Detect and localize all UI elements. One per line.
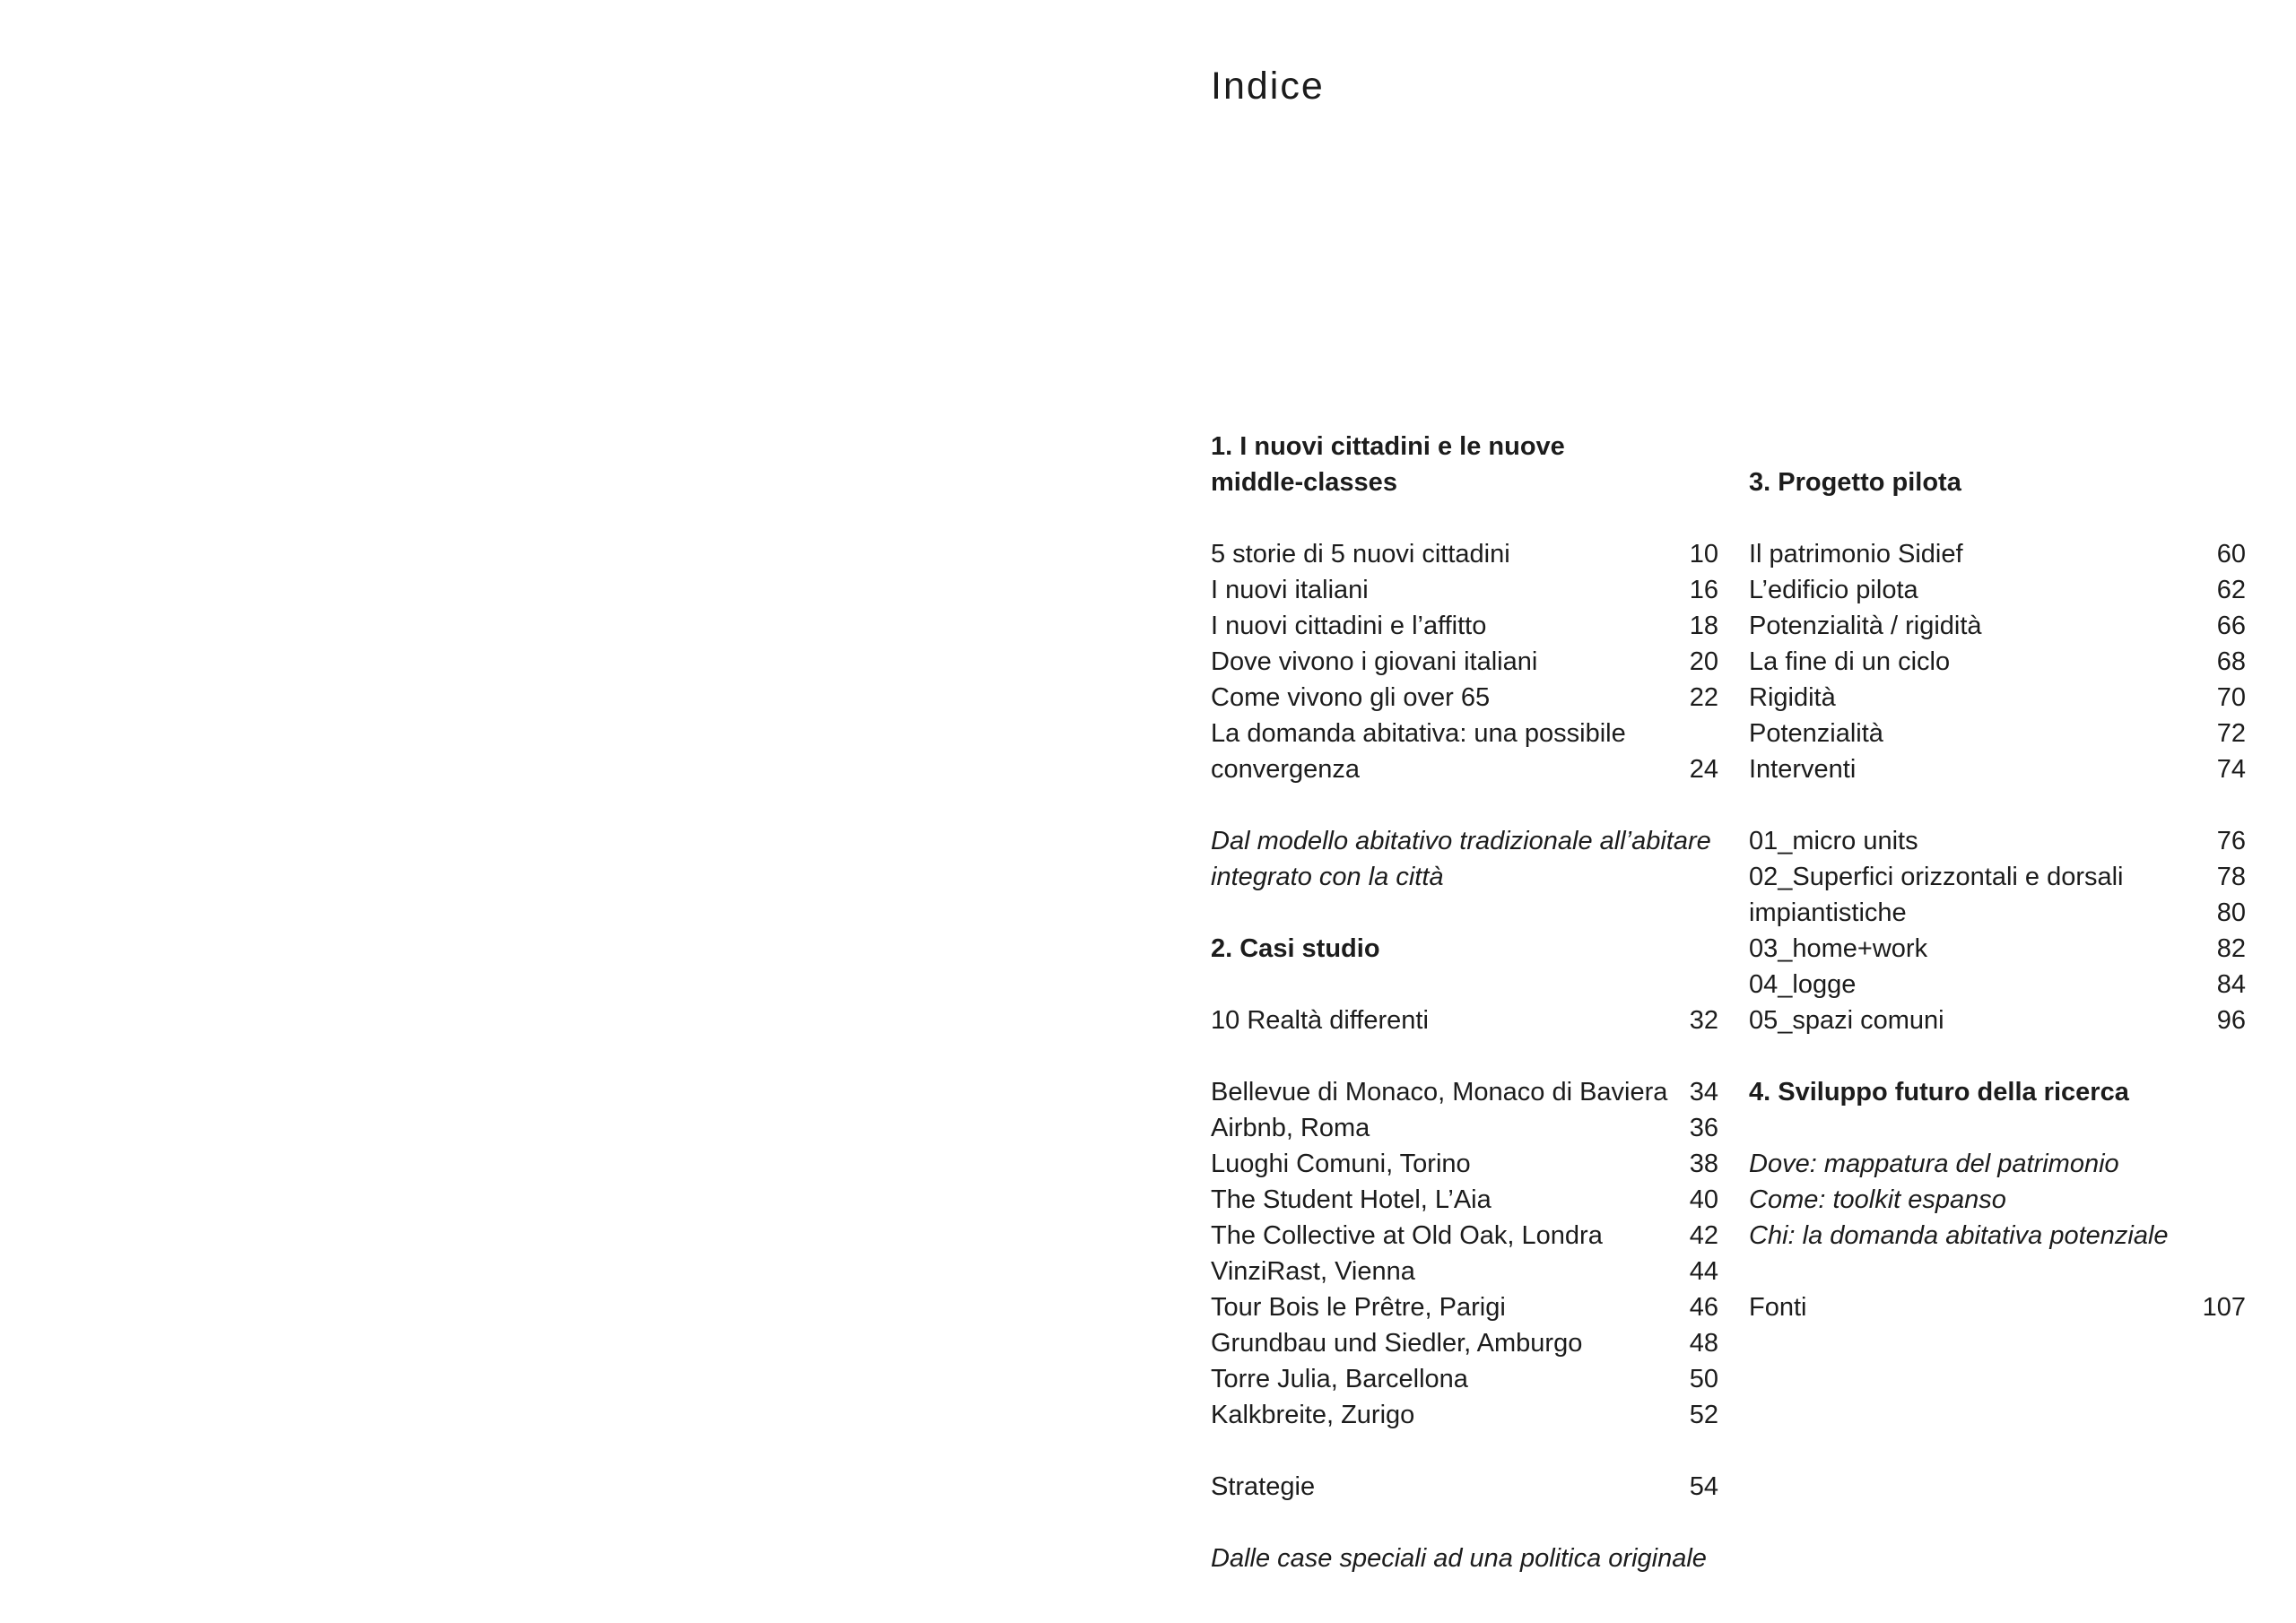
toc-entry-page: 44 bbox=[1689, 1257, 1718, 1286]
toc-entry[interactable] bbox=[1211, 1397, 1718, 1433]
toc-entry-page: 107 bbox=[2202, 1293, 2246, 1322]
toc-entry-label: Grundbau und Siedler, Amburgo bbox=[1211, 1329, 1583, 1358]
toc-entry-page: 18 bbox=[1689, 612, 1718, 640]
toc-entry-page: 32 bbox=[1689, 1006, 1718, 1035]
toc-entry-label: 10 Realtà differenti bbox=[1211, 1006, 1429, 1035]
toc-entry-label: Potenzialità bbox=[1749, 719, 1883, 748]
toc-entry-page: 72 bbox=[2216, 719, 2246, 748]
toc-entry[interactable] bbox=[1749, 572, 2246, 608]
toc-subtitle-line: Dove: mappatura del patrimonio bbox=[1749, 1150, 2119, 1178]
toc-entry-label: Dove vivono i giovani italiani bbox=[1211, 647, 1538, 676]
toc-subtitle bbox=[1749, 1182, 2246, 1218]
toc-left-column bbox=[1211, 429, 1718, 1576]
toc-entry-page: 36 bbox=[1689, 1114, 1718, 1142]
section-1-heading-line: 1. I nuovi cittadini e le nuove bbox=[1211, 432, 1565, 461]
toc-entry[interactable] bbox=[1749, 644, 2246, 680]
toc-entry-label: 03_home+work bbox=[1749, 934, 1928, 963]
toc-entry-page: 16 bbox=[1689, 576, 1718, 604]
toc-entry-page: 68 bbox=[2216, 647, 2246, 676]
toc-entry[interactable] bbox=[1211, 1146, 1718, 1182]
toc-entry[interactable] bbox=[1211, 1110, 1718, 1146]
toc-entry-label: La fine di un ciclo bbox=[1749, 647, 1951, 676]
toc-entry-label: Kalkbreite, Zurigo bbox=[1211, 1401, 1415, 1429]
toc-entry[interactable] bbox=[1749, 751, 2246, 787]
toc-entry-label: La domanda abitativa: una possibile bbox=[1211, 719, 1626, 748]
toc-entry[interactable] bbox=[1749, 1289, 2246, 1325]
toc-entry-label: L’edificio pilota bbox=[1749, 576, 1918, 604]
toc-entry[interactable] bbox=[1211, 1182, 1718, 1218]
toc-entry-label: The Collective at Old Oak, Londra bbox=[1211, 1221, 1603, 1250]
toc-entry-page: 20 bbox=[1689, 647, 1718, 676]
toc-entry-label: Il patrimonio Sidief bbox=[1749, 540, 1963, 568]
toc-entry-page: 80 bbox=[2216, 898, 2246, 927]
toc-entry-page: 62 bbox=[2216, 576, 2246, 604]
toc-entry[interactable] bbox=[1211, 536, 1718, 572]
toc-entry-label: impiantistiche bbox=[1749, 898, 1907, 927]
toc-entry-label: 02_Superfici orizzontali e dorsali bbox=[1749, 863, 2124, 891]
toc-entry-label: The Student Hotel, L’Aia bbox=[1211, 1185, 1492, 1214]
toc-entry-multiline-start[interactable] bbox=[1211, 716, 1718, 751]
toc-entry-label: Luoghi Comuni, Torino bbox=[1211, 1150, 1471, 1178]
toc-entry-label: VinziRast, Vienna bbox=[1211, 1257, 1415, 1286]
toc-subtitle bbox=[1749, 1146, 2246, 1182]
toc-entry-label: 04_logge bbox=[1749, 970, 1857, 999]
toc-entry-page: 34 bbox=[1689, 1078, 1718, 1107]
toc-entry-label: 5 storie di 5 nuovi cittadini bbox=[1211, 540, 1510, 568]
toc-subtitle-line: Dalle case speciali ad una politica originale bbox=[1211, 1544, 1707, 1573]
toc-subtitle-line: integrato con la città bbox=[1211, 863, 1444, 891]
toc-entry-page: 84 bbox=[2216, 970, 2246, 999]
toc-entry-label: I nuovi italiani bbox=[1211, 576, 1369, 604]
toc-entry[interactable] bbox=[1211, 1074, 1718, 1110]
toc-subtitle bbox=[1211, 859, 1718, 895]
toc-entry-page: 42 bbox=[1689, 1221, 1718, 1250]
toc-subtitle bbox=[1749, 1218, 2246, 1254]
section-1-heading[interactable] bbox=[1211, 429, 1718, 500]
toc-entry[interactable] bbox=[1211, 572, 1718, 608]
toc-entry[interactable] bbox=[1211, 1469, 1718, 1505]
toc-entry[interactable] bbox=[1211, 680, 1718, 716]
toc-entry-label: Potenzialità / rigidità bbox=[1749, 612, 1982, 640]
toc-entry-page: 78 bbox=[2216, 863, 2246, 891]
toc-subtitle-line: Dal modello abitativo tradizionale all’abitare bbox=[1211, 827, 1711, 855]
toc-entry-page: 50 bbox=[1689, 1365, 1718, 1393]
toc-subtitle bbox=[1211, 1541, 1718, 1576]
toc-entry-label: Airbnb, Roma bbox=[1211, 1114, 1370, 1142]
toc-entry-label: I nuovi cittadini e l’affitto bbox=[1211, 612, 1487, 640]
toc-entry-label: Torre Julia, Barcellona bbox=[1211, 1365, 1468, 1393]
toc-entry-page: 76 bbox=[2216, 827, 2246, 855]
toc-entry-label: Come vivono gli over 65 bbox=[1211, 683, 1491, 712]
toc-entry[interactable] bbox=[1211, 1361, 1718, 1397]
toc-entry-page: 22 bbox=[1689, 683, 1718, 712]
toc-entry-label: Fonti bbox=[1749, 1293, 1807, 1322]
toc-entry-page: 66 bbox=[2216, 612, 2246, 640]
toc-entry-page: 46 bbox=[1689, 1293, 1718, 1322]
page-title: Indice bbox=[1211, 65, 1325, 108]
toc-entry[interactable] bbox=[1211, 1289, 1718, 1325]
toc-entry[interactable] bbox=[1749, 680, 2246, 716]
toc-entry-label: Tour Bois le Prêtre, Parigi bbox=[1211, 1293, 1506, 1322]
toc-entry-page: 24 bbox=[1689, 755, 1718, 784]
toc-entry-page: 60 bbox=[2216, 540, 2246, 568]
toc-entry[interactable] bbox=[1211, 608, 1718, 644]
toc-entry[interactable] bbox=[1211, 1218, 1718, 1254]
toc-entry-label: Interventi bbox=[1749, 755, 1857, 784]
toc-entry-label: convergenza bbox=[1211, 755, 1361, 784]
toc-entry[interactable] bbox=[1749, 1002, 2246, 1038]
toc-entry[interactable] bbox=[1749, 859, 2246, 895]
toc-entry-page: 74 bbox=[2216, 755, 2246, 784]
toc-entry[interactable] bbox=[1749, 823, 2246, 859]
toc-entry-page: 10 bbox=[1689, 540, 1718, 568]
toc-subtitle-line: Chi: la domanda abitativa potenziale bbox=[1749, 1221, 2169, 1250]
toc-entry-page: 54 bbox=[1689, 1472, 1718, 1501]
toc-entry-page: 40 bbox=[1689, 1185, 1718, 1214]
toc-entry-label: 01_micro units bbox=[1749, 827, 1918, 855]
toc-entry[interactable] bbox=[1211, 751, 1718, 787]
toc-entry-page: 96 bbox=[2216, 1006, 2246, 1035]
toc-entry[interactable] bbox=[1211, 1325, 1718, 1361]
toc-entry-label: 05_spazi comuni bbox=[1749, 1006, 1944, 1035]
section-3-heading[interactable]: 3. Progetto pilota bbox=[1749, 468, 1961, 497]
toc-entry-page: 48 bbox=[1689, 1329, 1718, 1358]
toc-entry-label: Bellevue di Monaco, Monaco di Baviera bbox=[1211, 1078, 1668, 1107]
toc-entry-page: 70 bbox=[2216, 683, 2246, 712]
toc-subtitle-line: Come: toolkit espanso bbox=[1749, 1185, 2006, 1214]
toc-entry[interactable] bbox=[1749, 931, 2246, 967]
toc-entry-page: 52 bbox=[1689, 1401, 1718, 1429]
toc-entry[interactable] bbox=[1749, 536, 2246, 572]
toc-entry[interactable] bbox=[1211, 1002, 1718, 1038]
section-1-heading-line: middle-classes bbox=[1211, 468, 1397, 497]
toc-entry[interactable] bbox=[1749, 608, 2246, 644]
toc-entry[interactable] bbox=[1749, 967, 2246, 1002]
toc-entry-label: Rigidità bbox=[1749, 683, 1836, 712]
toc-right-column bbox=[1749, 429, 2246, 1325]
toc-entry[interactable] bbox=[1749, 716, 2246, 751]
toc-entry[interactable] bbox=[1211, 1254, 1718, 1289]
toc-entry-page: 82 bbox=[2216, 934, 2246, 963]
section-4-heading[interactable]: 4. Sviluppo futuro della ricerca bbox=[1749, 1078, 2129, 1107]
section-2-heading[interactable]: 2. Casi studio bbox=[1211, 934, 1380, 963]
toc-entry-label: Strategie bbox=[1211, 1472, 1316, 1501]
toc-entry[interactable] bbox=[1211, 644, 1718, 680]
toc-subtitle bbox=[1211, 823, 1718, 859]
toc-entry[interactable] bbox=[1749, 895, 2246, 931]
toc-entry-page: 38 bbox=[1689, 1150, 1718, 1178]
